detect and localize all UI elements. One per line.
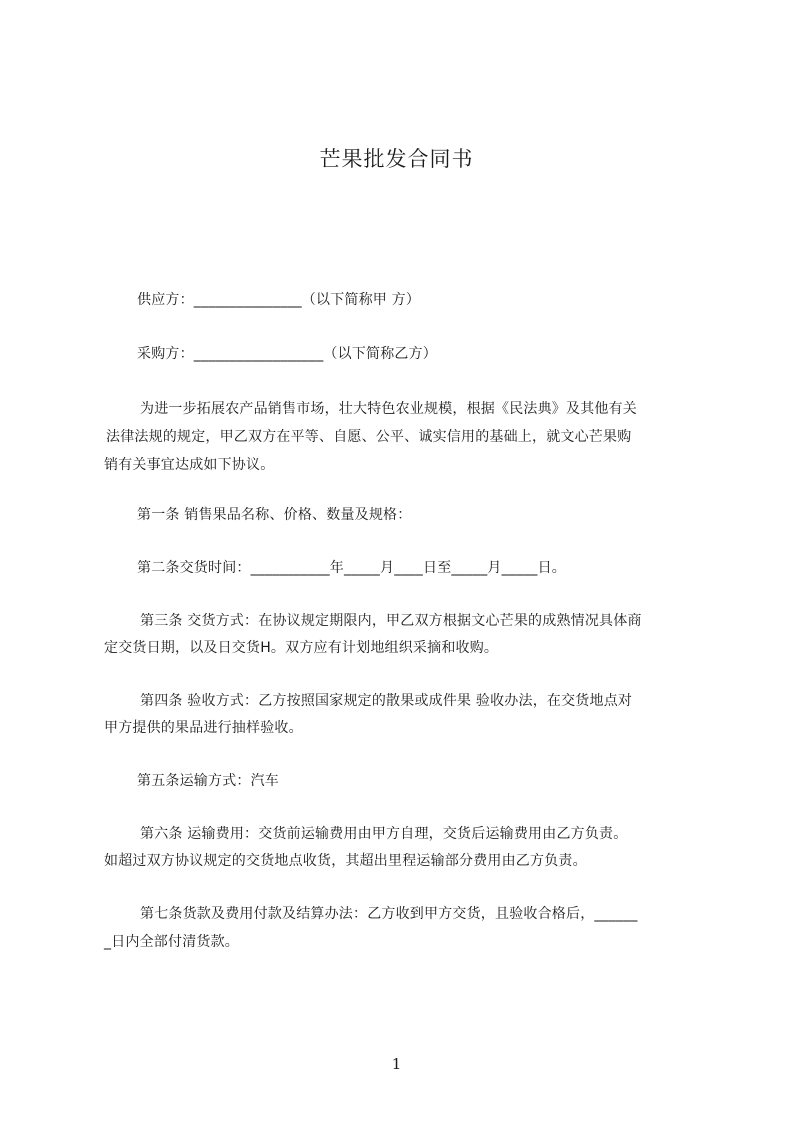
article-3-line-2: 定交货日期，以及日交货H。双方应有计划地组织采摘和收购。 (104, 640, 499, 656)
article-4-line-1: 第四条 验收方式：乙方按照国家规定的散果或成件果 验收办法，在交货地点对 (140, 693, 633, 709)
article-6-line-2: 如超过双方协议规定的交货地点收货，其超出里程运输部分费用由乙方负责。 (104, 853, 587, 869)
page-number: 1 (391, 1055, 402, 1073)
document-title: 芒果批发合同书 (319, 147, 474, 171)
article-6-line-1: 第六条 运输费用：交货前运输费用由甲方自理，交货后运输费用由乙方负责。 (140, 826, 628, 842)
supplier-line: 供应方：_______________（以下简称甲 方） (137, 292, 421, 308)
article-3-line-1: 第三条 交货方式：在协议规定期限内，甲乙双方根据文心芒果的成熟情况具体商 (140, 613, 642, 629)
buyer-line: 采购方：__________________（以下简称乙方） (137, 346, 437, 362)
article-1: 第一条 销售果品名称、价格、数量及规格： (137, 507, 412, 523)
article-7-line-1: 第七条货款及费用付款及结算办法：乙方收到甲方交货，且验收合格后，______ (140, 906, 638, 922)
intro-line-2: 法律法规的规定，甲乙双方在平等、自愿、公平、诚实信用的基础上，就文心芒果购 (106, 429, 632, 445)
intro-line-3: 销有关事宜达成如下协议。 (104, 457, 275, 473)
article-5: 第五条运输方式：汽车 (137, 773, 279, 789)
intro-line-1: 为进一步拓展农产品销售市场，壮大特色农业规模，根据《民法典》及其他有关 (140, 401, 637, 417)
article-4-line-2: 甲方提供的果品进行抽样验收。 (104, 720, 303, 736)
article-2: 第二条交货时间：___________年_____月____日至_____月_____日。 (137, 560, 566, 576)
article-7-line-2: _日内全部付清货款。 (104, 934, 239, 950)
